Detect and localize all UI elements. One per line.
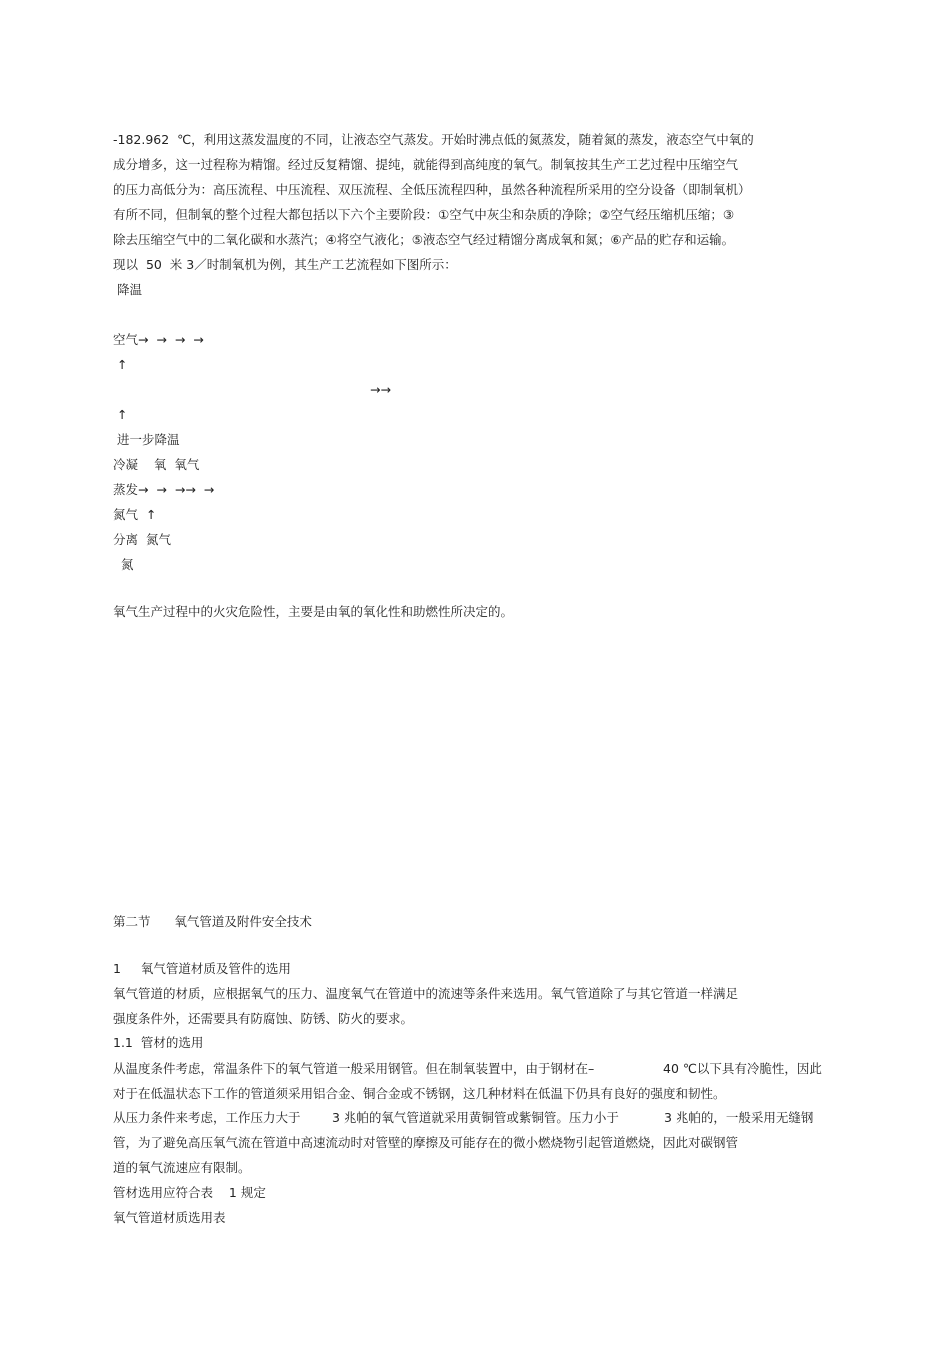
flow-label: 冷凝 氧 氧气 xyxy=(113,457,200,472)
table-reference: 管材选用应符合表 1 规定 xyxy=(113,1185,266,1200)
flow-label: 蒸发→ → →→ → xyxy=(113,482,215,497)
flow-label: 空气→ → → → xyxy=(113,332,204,347)
paragraph-line: 3 兆帕的氧气管道就采用黄铜管或紫铜管。压力小于 xyxy=(332,1110,619,1125)
paragraph-line: 现以 50 米 3／时制氧机为例，其生产工艺流程如下图所示： xyxy=(113,257,457,272)
section-heading: 第二节 氧气管道及附件安全技术 xyxy=(113,914,312,929)
paragraph-line: 从压力条件来考虑，工作压力大于 xyxy=(113,1110,301,1125)
paragraph-line: 成分增多，这一过程称为精馏。经过反复精馏、提纯，就能得到高纯度的氧气。制氧按其生产工艺过程中压缩空气 xyxy=(113,157,739,172)
table-title: 氧气管道材质选用表 xyxy=(113,1210,226,1225)
paragraph-line: 氧气生产过程中的火灾危险性，主要是由氧的氧化性和助燃性所决定的。 xyxy=(113,604,514,619)
paragraph-line: 除去压缩空气中的二氧化碳和水蒸汽；④将空气液化；⑤液态空气经过精馏分离成氧和氮；⑥产品的贮存和运输。 xyxy=(113,232,735,247)
flow-label: 氮气 ↑ xyxy=(113,507,157,522)
paragraph-line: 的压力高低分为：高压流程、中压流程、双压流程、全低压流程四种，虽然各种流程所采用的空分设备（即制氧机） xyxy=(113,182,751,197)
flow-label: 氮 xyxy=(113,557,134,572)
paragraph-line: 从温度条件考虑，常温条件下的氧气管道一般采用钢管。但在制氧装置中，由于钢材在– xyxy=(113,1061,595,1076)
flow-label: 进一步降温 xyxy=(113,432,180,447)
flow-label: 分离 氮气 xyxy=(113,532,171,547)
paragraph-line: 强度条件外，还需要具有防腐蚀、防锈、防火的要求。 xyxy=(113,1011,414,1026)
flow-label: →→ xyxy=(370,382,391,397)
paragraph-line: 道的氧气流速应有限制。 xyxy=(113,1160,251,1175)
subsection-heading: 1 氧气管道材质及管件的选用 xyxy=(113,961,291,976)
flow-label: ↑ xyxy=(113,357,128,372)
paragraph-line: 对于在低温状态下工作的管道须采用铝合金、铜合金或不锈钢，这几种材料在低温下仍具有良好的强度和韧性。 xyxy=(113,1086,726,1101)
paragraph-line: 管，为了避免高压氧气流在管道中高速流动时对管壁的摩擦及可能存在的微小燃烧物引起管道燃烧，因此对碳钢管 xyxy=(113,1135,739,1150)
paragraph-line: 有所不同，但制氧的整个过程大都包括以下六个主要阶段：①空气中灰尘和杂质的净除；②空气经压缩机压缩；③ xyxy=(113,207,735,222)
flow-label: 降温 xyxy=(113,282,142,297)
paragraph-line: -182.962 ℃，利用这蒸发温度的不同，让液态空气蒸发。开始时沸点低的氮蒸发，随着氮的蒸发，液态空气中氧的 xyxy=(113,132,754,147)
flow-label: ↑ xyxy=(113,407,128,422)
subsection-heading: 1.1 管材的选用 xyxy=(113,1035,204,1050)
paragraph-line: 40 ℃以下具有冷脆性，因此 xyxy=(663,1061,822,1076)
paragraph-line: 3 兆帕的，一般采用无缝钢 xyxy=(664,1110,814,1125)
paragraph-line: 氧气管道的材质，应根据氧气的压力、温度氧气在管道中的流速等条件来选用。氧气管道除了与其它管道一样满足 xyxy=(113,986,739,1001)
